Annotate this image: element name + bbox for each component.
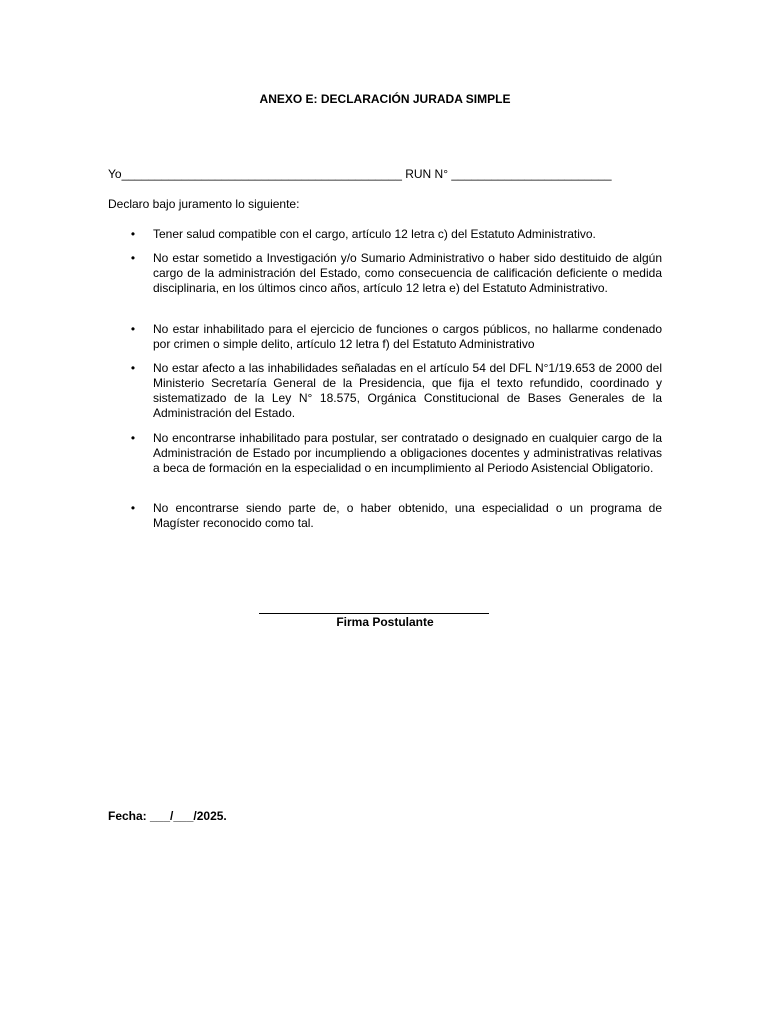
declaration-intro: Declaro bajo juramento lo siguiente: <box>108 197 300 211</box>
signature-label: Firma Postulante <box>336 615 434 629</box>
declaration-item-text: No estar inhabilitado para el ejercicio de funciones o cargos públicos, no hallarme condenado por crimen o simple delito, artículo 12 letra f) del Estatuto Administrativo <box>153 322 662 351</box>
bullet-icon: • <box>130 501 136 515</box>
bullet-icon: • <box>130 227 136 241</box>
declaration-item-text: No encontrarse inhabilitado para postular, ser contratado o designado en cualquier cargo de la Administración de Estado por incumpliendo a obligaciones docentes y administrativas relativas a beca de formación en la especialidad o en incumplimiento al Periodo Asistencial Obligatorio. <box>153 431 662 475</box>
declaration-item-text: No encontrarse siendo parte de, o haber obtenido, una especialidad o un programa de Magíster reconocido como tal. <box>153 501 662 530</box>
document-title: ANEXO E: DECLARACIÓN JURADA SIMPLE <box>259 92 511 106</box>
date-line: Fecha: ___/___/2025. <box>108 809 227 823</box>
declaration-item-text: No estar sometido a Investigación y/o Sumario Administrativo o haber sido destituido de algún cargo de la administración del Estado, como consecuencia de calificación deficiente o medida disciplinaria, en los últimos cinco años, artículo 12 letra e) del Estatuto Administrativo. <box>153 251 662 295</box>
bullet-icon: • <box>130 251 136 265</box>
bullet-icon: • <box>130 361 136 375</box>
declaration-item-text: No estar afecto a las inhabilidades señaladas en el artículo 54 del DFL N°1/19.653 de 2000 del Ministerio Secretaría General de la Presidencia, que fija el texto refundido, coordinado y sistematizado de la Ley N° 18.575, Orgánica Constitucional de Bases Generales de la Administración del Estado. <box>153 361 662 420</box>
name-run-line: Yo__________________________________________ RUN N° ________________________ <box>108 167 612 181</box>
bullet-icon: • <box>130 322 136 336</box>
signature-line <box>259 613 489 614</box>
declaration-item-text: Tener salud compatible con el cargo, artículo 12 letra c) del Estatuto Administrativo. <box>153 227 596 241</box>
bullet-icon: • <box>130 431 136 445</box>
